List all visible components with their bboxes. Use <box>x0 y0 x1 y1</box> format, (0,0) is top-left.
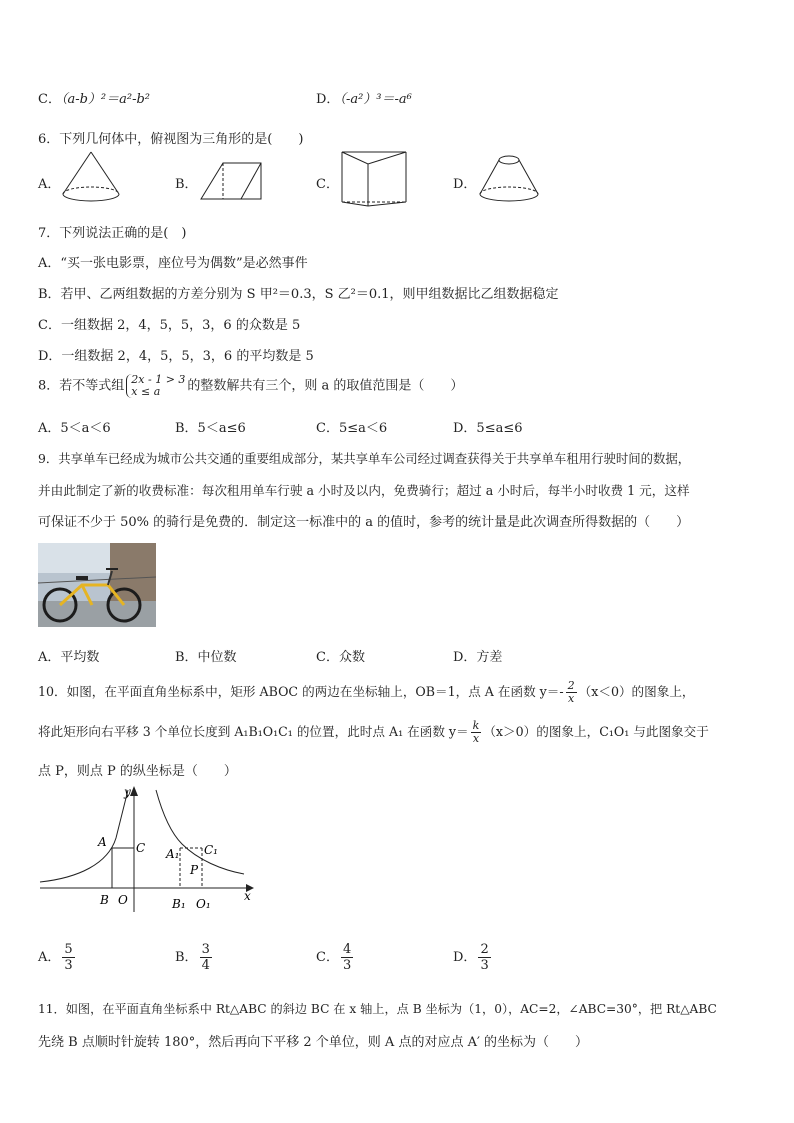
label-B1: B₁ <box>172 897 186 911</box>
q8-option-b: B．5＜a≤6 <box>175 421 246 436</box>
q7-stem: 7．下列说法正确的是( ) <box>38 226 187 241</box>
q10-line2: 将此矩形向右平移 3 个单位长度到 A₁B₁O₁C₁ 的位置，此时点 A₁ 在函数 y＝ $\frac{k}{x}$ （x＞0）的图象上，C₁O₁ 与此图象交于 <box>38 719 709 745</box>
q10-frac-2: $\frac{k}{x}$ <box>472 719 480 745</box>
q6-option-a-label: A． <box>38 177 61 192</box>
q5-option-d-expr: （-a²）³＝-a⁶ <box>339 92 412 107</box>
q8-option-a: A．5＜a＜6 <box>38 421 111 436</box>
q9-line1: 9．共享单车已经成为城市公共交通的重要组成部分，某共享单车公司经过调查获得关于共享单车租用行驶时间的数据， <box>38 451 691 466</box>
cone-figure <box>60 148 122 208</box>
q6-stem: 6．下列几何体中，俯视图为三角形的是( ) <box>38 132 304 147</box>
inequality-system: 2x - 1 > 3 x ≤ a <box>126 374 185 398</box>
q9-option-a: A．平均数 <box>38 650 100 665</box>
label-O1: O₁ <box>196 897 211 911</box>
q10-option-a: A． $\frac{5}{3}$ <box>38 942 73 973</box>
q11-line2: 先绕 B 点顺时针旋转 180°，然后再向下平移 2 个单位，则 A 点的对应点 A′ 的坐标为（ ） <box>38 1035 589 1050</box>
q9-option-d: D．方差 <box>453 650 503 665</box>
q10-option-c: C． $\frac{4}{3}$ <box>316 942 352 973</box>
q6-option-b-label: B． <box>175 177 198 192</box>
q9-line2: 并由此制定了新的收费标准：每次租用单车行驶 a 小时及以内，免费骑行；超过 a 小时后，每半小时收费 1 元，这样 <box>38 483 690 498</box>
q5-option-c: C．（a-b）²＝a²-b² <box>38 92 151 107</box>
q7-option-c: C．一组数据 2，4，5，5，3，6 的众数是 5 <box>38 318 301 333</box>
q6-option-d-label: D． <box>453 177 477 192</box>
q9-option-b: B．中位数 <box>175 650 237 665</box>
q10-option-b: B． $\frac{3}{4}$ <box>175 942 210 973</box>
q10-coordinate-figure <box>38 782 260 914</box>
frustum-figure <box>476 152 542 206</box>
q11-line1: 11．如图，在平面直角坐标系中 Rt△ABC 的斜边 BC 在 x 轴上，点 B 坐标为（1，0），AC=2，∠ABC=30°，把 Rt△ABC <box>38 1002 717 1016</box>
q9-line3: 可保证不少于 50% 的骑行是免费的．制定这一标准中的 a 的值时，参考的统计量是此次调查所得数据的（ ） <box>38 515 690 530</box>
label-B: B <box>100 893 109 907</box>
q10-option-d: D． $\frac{2}{3}$ <box>453 942 489 973</box>
q7-option-a: A．“买一张电影票，座位号为偶数”是必然事件 <box>38 256 308 271</box>
label-y: y <box>124 785 131 799</box>
label-A1: A₁ <box>166 847 180 861</box>
label-O: O <box>118 893 128 907</box>
q10-line3: 点 P，则点 P 的纵坐标是（ ） <box>38 764 237 779</box>
label-P: P <box>190 863 199 877</box>
q10-line1: 10．如图，在平面直角坐标系中，矩形 ABOC 的两边在坐标轴上，OB＝1，点 A 在函数 y＝- $\frac{2}{x}$ （x＜0）的图象上， <box>38 679 695 705</box>
q8-stem: 8．若不等式组 2x - 1 > 3 x ≤ a 的整数解共有三个，则 a 的取值范围是（ ） <box>38 373 464 398</box>
q7-option-d: D．一组数据 2，4，5，5，3，6 的平均数是 5 <box>38 349 314 364</box>
q9-option-c: C．众数 <box>316 650 365 665</box>
q8-option-c: C．5≤a＜6 <box>316 421 388 436</box>
q8-option-d: D．5≤a≤6 <box>453 421 523 436</box>
triangular-prism-upright-figure <box>338 148 410 210</box>
shared-bicycle-photo <box>38 543 156 627</box>
label-C: C <box>136 841 146 855</box>
q10-frac-1: $\frac{2}{x}$ <box>567 679 575 705</box>
label-C1: C₁ <box>204 843 218 857</box>
q5-option-d: D．（-a²）³＝-a⁶ <box>316 92 412 107</box>
label-A: A <box>98 835 107 849</box>
q6-option-c-label: C． <box>316 177 339 192</box>
q5-option-c-expr: （a-b）²＝a²-b² <box>60 92 151 107</box>
q7-option-b: B．若甲、乙两组数据的方差分别为 S 甲²＝0.3，S 乙²＝0.1，则甲组数据比乙组数据稳定 <box>38 287 559 302</box>
label-x: x <box>244 889 251 903</box>
triangular-prism-lying-figure <box>197 155 267 205</box>
